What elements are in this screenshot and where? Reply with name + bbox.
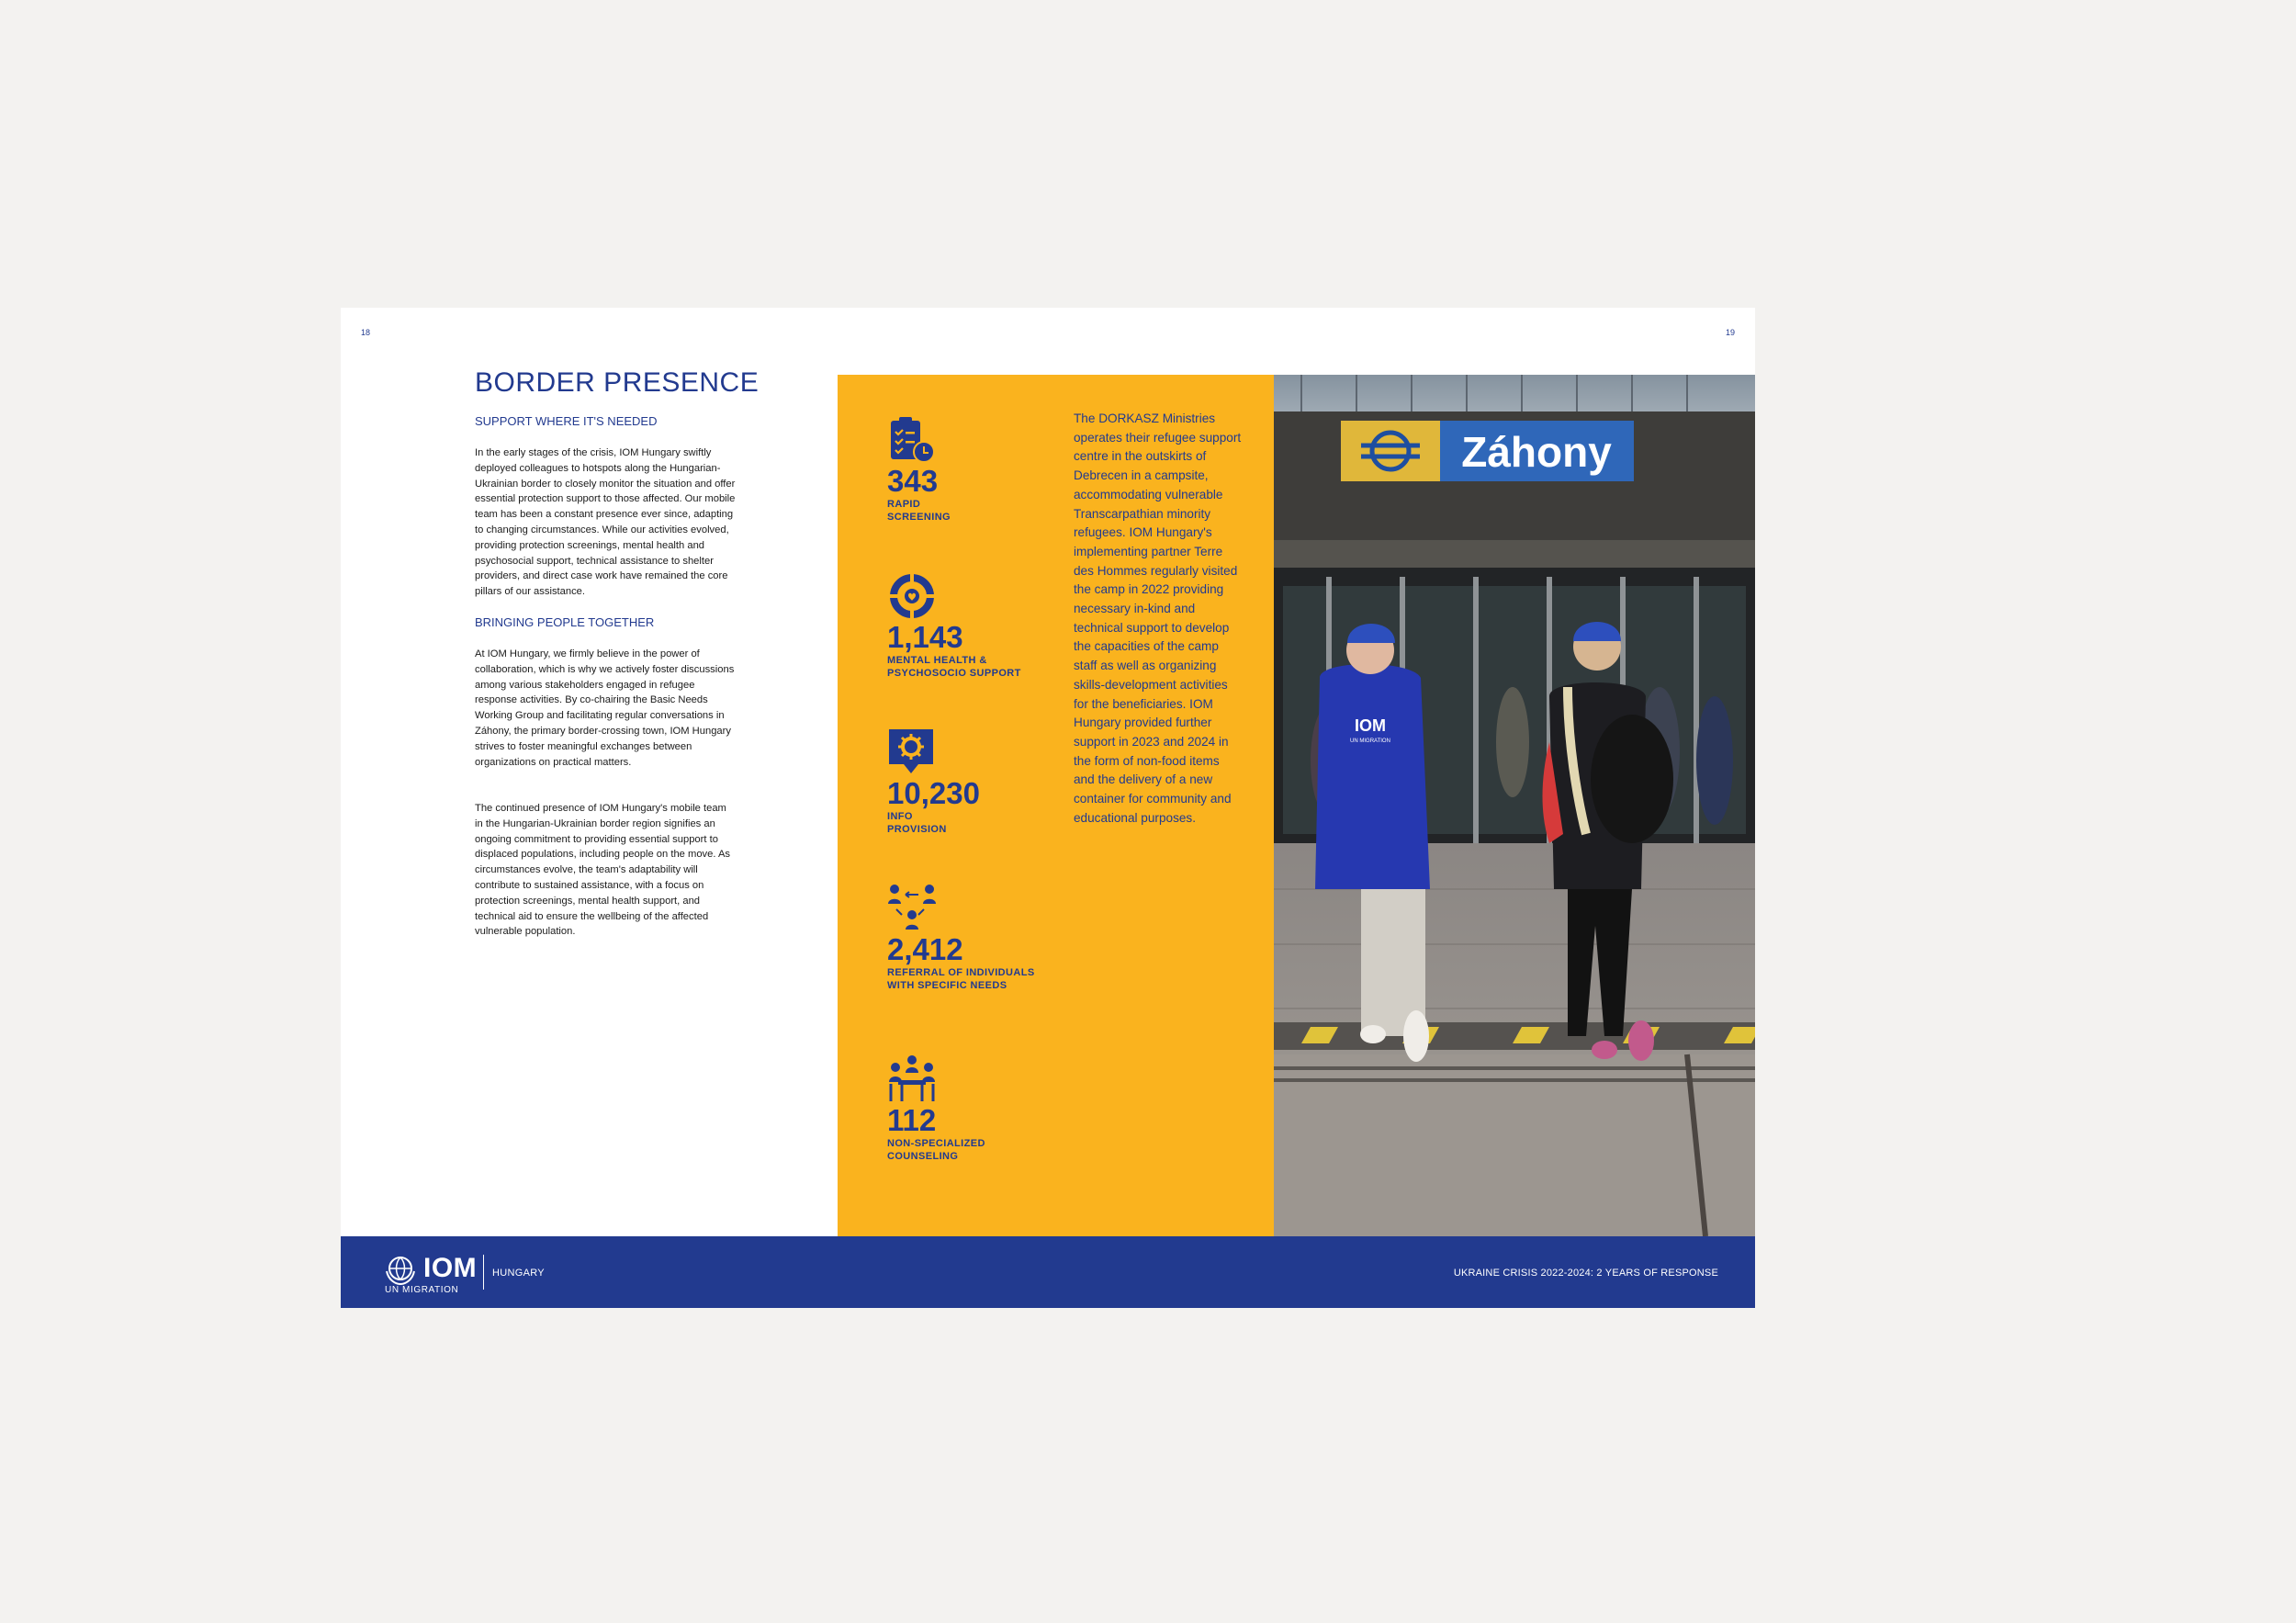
document-spread — [341, 308, 1755, 1308]
stat-label: REFERRAL OF INDIVIDUALS WITH SPECIFIC NEEDS — [887, 967, 1035, 991]
section-body-collaboration: At IOM Hungary, we firmly believe in the power of collaboration, which is why we actively foster discussions among various stakeholders engaged in refugee response activities. By co-chairing the Basic Needs Working Group and facilitating regular conversations in Záhony, the primary border-crossing town, IOM Hungary strives to foster meaningful exchanges between organizations on practical matters. — [475, 648, 735, 768]
stat-counseling — [887, 1054, 985, 1163]
stat-value: 10,230 — [887, 776, 980, 810]
section-body-continued-presence: The continued presence of IOM Hungary's mobile team in the Hungarian-Ukrainian border region signifies an ongoing commitment to providing essential support to displaced populations, including people on the move. As circumstances evolve, the team's adaptability will contribute to sustained assistance, with a focus on protection screenings, mental health support, and technical aid to ensure the wellbeing of the affected vulnerable population. — [475, 803, 731, 938]
station-photo — [1274, 375, 1755, 1236]
referral-people-icon — [887, 884, 937, 933]
jacket-sub-text: UN MIGRATION — [1350, 738, 1390, 744]
section-heading-support: SUPPORT WHERE IT'S NEEDED — [475, 414, 658, 428]
country-label: HUNGARY — [492, 1268, 545, 1279]
stat-value: 1,143 — [887, 620, 963, 654]
page-number-left: 18 — [361, 328, 371, 337]
stat-value: 343 — [887, 464, 939, 498]
jacket-logo-text: IOM — [1355, 716, 1386, 735]
stat-label: RAPID SCREENING — [887, 499, 951, 523]
footer-report-title: UKRAINE CRISIS 2022-2024: 2 YEARS OF RESPONSE — [1453, 1268, 1718, 1279]
station-sign-text: Záhony — [1461, 428, 1612, 476]
support-circle-icon — [887, 571, 937, 621]
stat-label: INFO PROVISION — [887, 811, 947, 835]
stat-label: NON-SPECIALIZED COUNSELING — [887, 1138, 985, 1162]
globe-hands-icon — [385, 1255, 416, 1286]
gear-chat-icon — [887, 727, 937, 777]
page-number-right: 19 — [1725, 328, 1735, 337]
clipboard-clock-icon — [887, 415, 937, 465]
logo-divider — [483, 1255, 484, 1290]
stat-mental-health — [887, 571, 1021, 680]
stat-value: 2,412 — [887, 932, 963, 966]
stat-label: MENTAL HEALTH & PSYCHOSOCIO SUPPORT — [887, 655, 1021, 679]
stat-value: 112 — [887, 1103, 937, 1137]
dorkasz-side-text: The DORKASZ Ministries operates their refugee support centre in the outskirts of Debrecen in a campsite, accommodating vulnerable Transcarpathian minority refugees. IOM Hungary's implementing partner Terre des Hommes regularly visited the camp in 2022 providing necessary in-kind and technical support to develop the capacities of the camp staff as well as organizing skills-development activities for the beneficiaries. IOM Hungary provided further support in 2023 and 2024 in the form of non-food items and the delivery of a new container for community and educational purposes. — [1074, 411, 1242, 825]
section-body-support: In the early stages of the crisis, IOM Hungary swiftly deployed colleagues to hotspots along the Hungarian-Ukrainian border to closely monitor the situation and offer essential protection support to those affected. Our mobile team has been a constant presence ever since, adapting to changing circumstances. While our activities evolved, providing protection screenings, mental health and psychosocial support, technical assistance to shelter providers, and direct case work have remained the core pillars of our assistance. — [475, 447, 736, 598]
meeting-table-icon — [887, 1054, 937, 1104]
footer-bar — [341, 1236, 1755, 1308]
logo-text: IOM — [423, 1253, 478, 1283]
stat-referral — [887, 884, 1035, 992]
stats-panel — [838, 375, 1274, 1236]
page-title: BORDER PRESENCE — [475, 367, 760, 398]
logo-subtitle: UN MIGRATION — [385, 1285, 459, 1295]
stat-rapid-screening — [887, 415, 951, 524]
stat-info-provision — [887, 727, 980, 836]
section-heading-bringing-people: BRINGING PEOPLE TOGETHER — [475, 615, 655, 629]
